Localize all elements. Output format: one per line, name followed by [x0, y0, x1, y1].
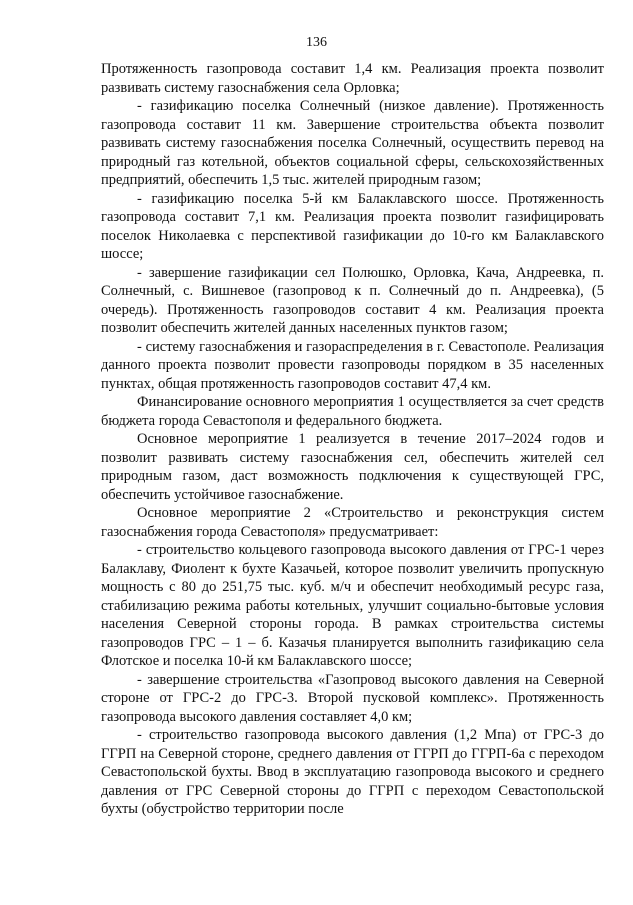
paragraph-4: - завершение газификации сел Полюшко, Орловка, Кача, Андреевка, п. Солнечный, с. Вишневое (газопровод к п. Солнечный до п. Андреевка), (5 очередь). Протяженность газопроводов составит 4 км. Реализация проекта позволит обеспечить жителей данных населенных пунктов газом;: [101, 264, 604, 336]
document-body: [101, 60, 604, 819]
paragraph-10: - завершение строительства «Газопровод высокого давления на Северной стороне от ГРС-2 до ГРС-3. Второй пусковой комплекс». Протяженность газопровода высокого давления составляет 4,0 км;: [101, 671, 604, 725]
paragraph-2: - газификацию поселка Солнечный (низкое давление). Протяженность газопровода составит 11 км. Завершение строительства объекта позволит развивать систему газоснабжения поселка Солнечный, осуществить перевод на природный газ котельной, объектов социальной сферы, сельскохозяйственных предприятий, обеспечить 1,5 тыс. жителей природным газом;: [101, 98, 604, 188]
paragraph-5: - систему газоснабжения и газораспределения в г. Севастополе. Реализация данного проекта позволит провести газопроводы порядком в 35 населенных пунктах, общая протяженность газопроводов составит 47,4 км.: [101, 338, 604, 392]
paragraph-7: Основное мероприятие 1 реализуется в течение 2017–2024 годов и позволит развивать систему газоснабжения сел, обеспечить жителей сел природным газом, даст возможность подключения к существующей ГРС, обеспечить устойчивое газоснабжение.: [101, 431, 604, 503]
paragraph-6: Финансирование основного мероприятия 1 осуществляется за счет средств бюджета города Севастополя и федерального бюджета.: [101, 394, 604, 429]
paragraph-9: - строительство кольцевого газопровода высокого давления от ГРС-1 через Балаклаву, Фиолент к бухте Казачьей, которое позволит увеличить пропускную мощность с 80 до 251,75 тыс. куб. м/ч и обеспечит необходимый ресурс газа, стабилизацию режима работы котельных, улучшит социально-бытовые условия населения Северной стороны города. В рамках строительства системы газопроводов ГРС – 1 – б. Казачья планируется выполнить газификацию села Флотское и поселка 10-й км Балаклавского шоссе;: [101, 542, 604, 669]
paragraph-3: - газификацию поселка 5-й км Балаклавского шоссе. Протяженность газопровода составит 7,1 км. Реализация проекта позволит газифицировать поселок Николаевка с перспективой газификации до 10-го км Балаклавского шоссе;: [101, 190, 604, 262]
paragraph-1: Протяженность газопровода составит 1,4 км. Реализация проекта позволит развивать систему газоснабжения села Орловка;: [101, 61, 604, 96]
paragraph-8: Основное мероприятие 2 «Строительство и реконструкция систем газоснабжения города Севастополя» предусматривает:: [101, 505, 604, 540]
paragraph-11: - строительство газопровода высокого давления (1,2 Мпа) от ГРС-3 до ГГРП на Северной стороне, среднего давления от ГГРП до ГГРП-6а с переходом Севастопольской бухты. Ввод в эксплуатацию газопровода высокого и среднего давления от ГРС Северной стороны до ГГРП с переходом Севастопольской бухты (обустройство территории после: [101, 727, 604, 817]
page-number: 136: [306, 35, 327, 50]
